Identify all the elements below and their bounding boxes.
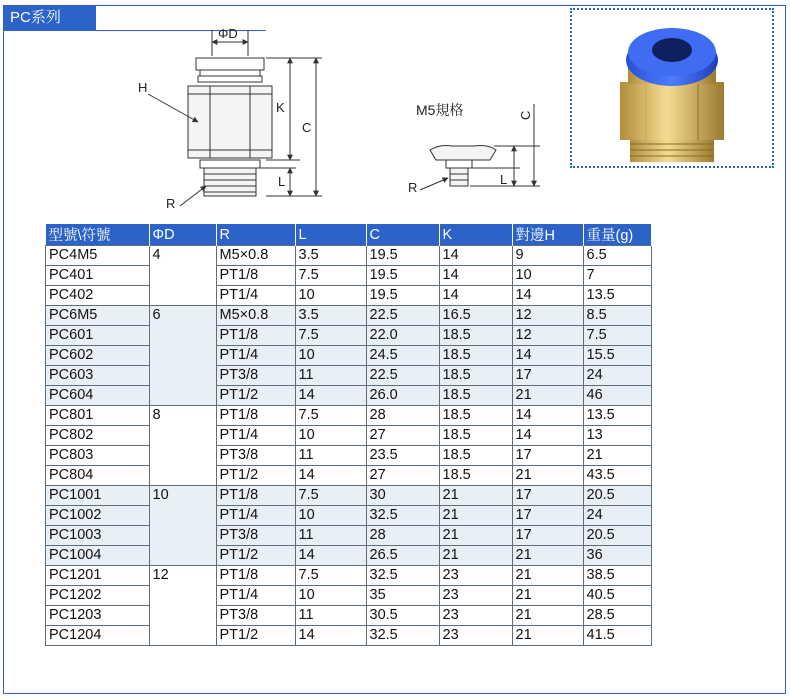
cell-l: 14	[295, 386, 366, 406]
cell-l: 10	[295, 586, 366, 606]
cell-od: 6	[149, 306, 216, 406]
cell-od: 12	[149, 566, 216, 646]
table-row	[46, 626, 652, 646]
cell-h: 9	[512, 246, 583, 266]
cell-c: 32.5	[366, 506, 439, 526]
cell-c: 35	[366, 586, 439, 606]
cell-od: 4	[149, 246, 216, 306]
cell-l: 10	[295, 346, 366, 366]
cell-weight: 20.5	[583, 486, 651, 506]
cell-r: PT1/4	[216, 346, 295, 366]
table-row	[46, 346, 652, 366]
table-row	[46, 586, 652, 606]
table-row	[46, 386, 652, 406]
cell-model: PC402	[46, 286, 150, 306]
m5-dim-r-label: R	[408, 180, 418, 195]
cell-weight: 24	[583, 506, 651, 526]
table-row	[46, 446, 652, 466]
cell-od: 10	[149, 486, 216, 566]
table-row	[46, 466, 652, 486]
cell-weight: 43.5	[583, 466, 651, 486]
cell-h: 21	[512, 626, 583, 646]
cell-l: 7.5	[295, 486, 366, 506]
dim-r-label: R	[166, 196, 176, 211]
cell-l: 11	[295, 446, 366, 466]
cell-h: 21	[512, 466, 583, 486]
cell-h: 14	[512, 346, 583, 366]
table-row	[46, 366, 652, 386]
cell-model: PC801	[46, 406, 150, 426]
cell-l: 3.5	[295, 246, 366, 266]
cell-l: 10	[295, 426, 366, 446]
cell-h: 12	[512, 306, 583, 326]
cell-r: PT1/8	[216, 486, 295, 506]
series-title: PC系列	[4, 6, 96, 30]
cell-weight: 13.5	[583, 406, 651, 426]
cell-weight: 36	[583, 546, 651, 566]
cell-c: 30	[366, 486, 439, 506]
cell-model: PC4M5	[46, 246, 150, 266]
cell-h: 17	[512, 366, 583, 386]
cell-c: 19.5	[366, 286, 439, 306]
header-l: L	[295, 224, 366, 246]
cell-k: 23	[439, 586, 512, 606]
table-row	[46, 286, 652, 306]
cell-k: 14	[439, 266, 512, 286]
cell-l: 14	[295, 626, 366, 646]
cell-model: PC1004	[46, 546, 150, 566]
cell-h: 17	[512, 506, 583, 526]
cell-weight: 6.5	[583, 246, 651, 266]
table-row	[46, 506, 652, 526]
m5-spec-title: M5規格	[416, 102, 464, 118]
header-weight: 重量(g)	[583, 224, 651, 246]
cell-l: 11	[295, 366, 366, 386]
cell-weight: 8.5	[583, 306, 651, 326]
cell-k: 21	[439, 546, 512, 566]
m5-dim-l-label: L	[500, 172, 508, 187]
cell-k: 21	[439, 526, 512, 546]
cell-l: 7.5	[295, 326, 366, 346]
cell-weight: 13	[583, 426, 651, 446]
header-od: ΦD	[149, 224, 216, 246]
cell-r: M5×0.8	[216, 246, 295, 266]
cell-l: 11	[295, 526, 366, 546]
cell-model: PC1002	[46, 506, 150, 526]
m5-fitting-view	[430, 146, 496, 187]
cell-r: PT3/8	[216, 446, 295, 466]
cell-k: 18.5	[439, 386, 512, 406]
cell-model: PC1204	[46, 626, 150, 646]
cell-k: 18.5	[439, 446, 512, 466]
cell-model: PC803	[46, 446, 150, 466]
cell-model: PC1001	[46, 486, 150, 506]
cell-l: 10	[295, 506, 366, 526]
cell-k: 23	[439, 626, 512, 646]
cell-h: 17	[512, 446, 583, 466]
cell-weight: 13.5	[583, 286, 651, 306]
cell-r: PT3/8	[216, 606, 295, 626]
cell-weight: 40.5	[583, 586, 651, 606]
cell-r: PT1/4	[216, 586, 295, 606]
cell-k: 14	[439, 246, 512, 266]
cell-k: 21	[439, 486, 512, 506]
cell-c: 24.5	[366, 346, 439, 366]
cell-r: PT3/8	[216, 366, 295, 386]
m5-dim-c-label: C	[518, 110, 533, 120]
cell-weight: 7.5	[583, 326, 651, 346]
header-c: C	[366, 224, 439, 246]
cell-h: 21	[512, 566, 583, 586]
cell-k: 18.5	[439, 326, 512, 346]
product-photo-frame	[570, 8, 774, 168]
cell-h: 14	[512, 406, 583, 426]
cell-k: 21	[439, 506, 512, 526]
header-h: 對邊H	[512, 224, 583, 246]
table-row	[46, 486, 652, 506]
product-photo	[572, 10, 772, 166]
cell-k: 18.5	[439, 406, 512, 426]
cell-c: 28	[366, 406, 439, 426]
table-body	[46, 246, 652, 646]
cell-weight: 20.5	[583, 526, 651, 546]
cell-c: 22.0	[366, 326, 439, 346]
cell-r: PT1/4	[216, 286, 295, 306]
cell-r: PT3/8	[216, 526, 295, 546]
cell-c: 26.0	[366, 386, 439, 406]
table-row	[46, 326, 652, 346]
cell-od: 8	[149, 406, 216, 486]
cell-c: 27	[366, 466, 439, 486]
cell-h: 21	[512, 546, 583, 566]
cell-k: 16.5	[439, 306, 512, 326]
table-row	[46, 426, 652, 446]
cell-h: 10	[512, 266, 583, 286]
cell-c: 19.5	[366, 246, 439, 266]
cell-weight: 38.5	[583, 566, 651, 586]
header-model: 型號\符號	[46, 224, 150, 246]
cell-k: 23	[439, 606, 512, 626]
cell-k: 18.5	[439, 426, 512, 446]
cell-weight: 7	[583, 266, 651, 286]
cell-r: PT1/8	[216, 566, 295, 586]
cell-r: PT1/4	[216, 506, 295, 526]
spec-table	[45, 224, 652, 646]
cell-k: 23	[439, 566, 512, 586]
cell-l: 7.5	[295, 566, 366, 586]
cell-model: PC6M5	[46, 306, 150, 326]
cell-l: 14	[295, 466, 366, 486]
cell-h: 21	[512, 386, 583, 406]
cell-c: 22.5	[366, 306, 439, 326]
cell-model: PC1201	[46, 566, 150, 586]
cell-k: 18.5	[439, 346, 512, 366]
cell-model: PC601	[46, 326, 150, 346]
cell-r: PT1/2	[216, 386, 295, 406]
cell-weight: 21	[583, 446, 651, 466]
cell-k: 18.5	[439, 466, 512, 486]
cell-l: 11	[295, 606, 366, 626]
table-row	[46, 546, 652, 566]
cell-c: 28	[366, 526, 439, 546]
cell-model: PC1203	[46, 606, 150, 626]
table-row	[46, 306, 652, 326]
cell-c: 26.5	[366, 546, 439, 566]
table-row	[46, 526, 652, 546]
cell-weight: 28.5	[583, 606, 651, 626]
header-k: K	[439, 224, 512, 246]
cell-weight: 46	[583, 386, 651, 406]
cell-l: 10	[295, 286, 366, 306]
cell-model: PC802	[46, 426, 150, 446]
cell-c: 27	[366, 426, 439, 446]
cell-h: 14	[512, 426, 583, 446]
cell-l: 14	[295, 546, 366, 566]
dim-k-label: K	[276, 100, 285, 115]
cell-model: PC804	[46, 466, 150, 486]
cell-l: 3.5	[295, 306, 366, 326]
cell-r: PT1/8	[216, 266, 295, 286]
fitting-side-view	[188, 58, 272, 196]
cell-h: 21	[512, 606, 583, 626]
cell-k: 14	[439, 286, 512, 306]
cell-c: 23.5	[366, 446, 439, 466]
dim-c-label: C	[302, 120, 312, 135]
cell-c: 32.5	[366, 566, 439, 586]
cell-r: PT1/8	[216, 406, 295, 426]
cell-r: PT1/2	[216, 546, 295, 566]
cell-h: 21	[512, 586, 583, 606]
cell-model: PC604	[46, 386, 150, 406]
dim-l-label: L	[278, 174, 286, 189]
cell-model: PC602	[46, 346, 150, 366]
cell-h: 14	[512, 286, 583, 306]
header-r: R	[216, 224, 295, 246]
table-row	[46, 606, 652, 626]
cell-r: PT1/8	[216, 326, 295, 346]
cell-c: 32.5	[366, 626, 439, 646]
cell-weight: 15.5	[583, 346, 651, 366]
table-row	[46, 406, 652, 426]
cell-h: 17	[512, 526, 583, 546]
table-row	[46, 266, 652, 286]
table-row	[46, 246, 652, 266]
cell-c: 19.5	[366, 266, 439, 286]
cell-r: PT1/2	[216, 626, 295, 646]
cell-model: PC401	[46, 266, 150, 286]
cell-c: 30.5	[366, 606, 439, 626]
cell-model: PC1003	[46, 526, 150, 546]
dim-h-label: H	[138, 80, 148, 95]
cell-c: 22.5	[366, 366, 439, 386]
cell-weight: 24	[583, 366, 651, 386]
dim-phi-d-label: ΦD	[218, 26, 238, 41]
cell-h: 17	[512, 486, 583, 506]
cell-l: 7.5	[295, 406, 366, 426]
table-row	[46, 566, 652, 586]
cell-k: 18.5	[439, 366, 512, 386]
cell-model: PC1202	[46, 586, 150, 606]
cell-r: PT1/4	[216, 426, 295, 446]
cell-h: 12	[512, 326, 583, 346]
cell-l: 7.5	[295, 266, 366, 286]
cell-weight: 41.5	[583, 626, 651, 646]
cell-r: PT1/2	[216, 466, 295, 486]
cell-r: M5×0.8	[216, 306, 295, 326]
cell-model: PC603	[46, 366, 150, 386]
table-header-row	[46, 224, 652, 246]
